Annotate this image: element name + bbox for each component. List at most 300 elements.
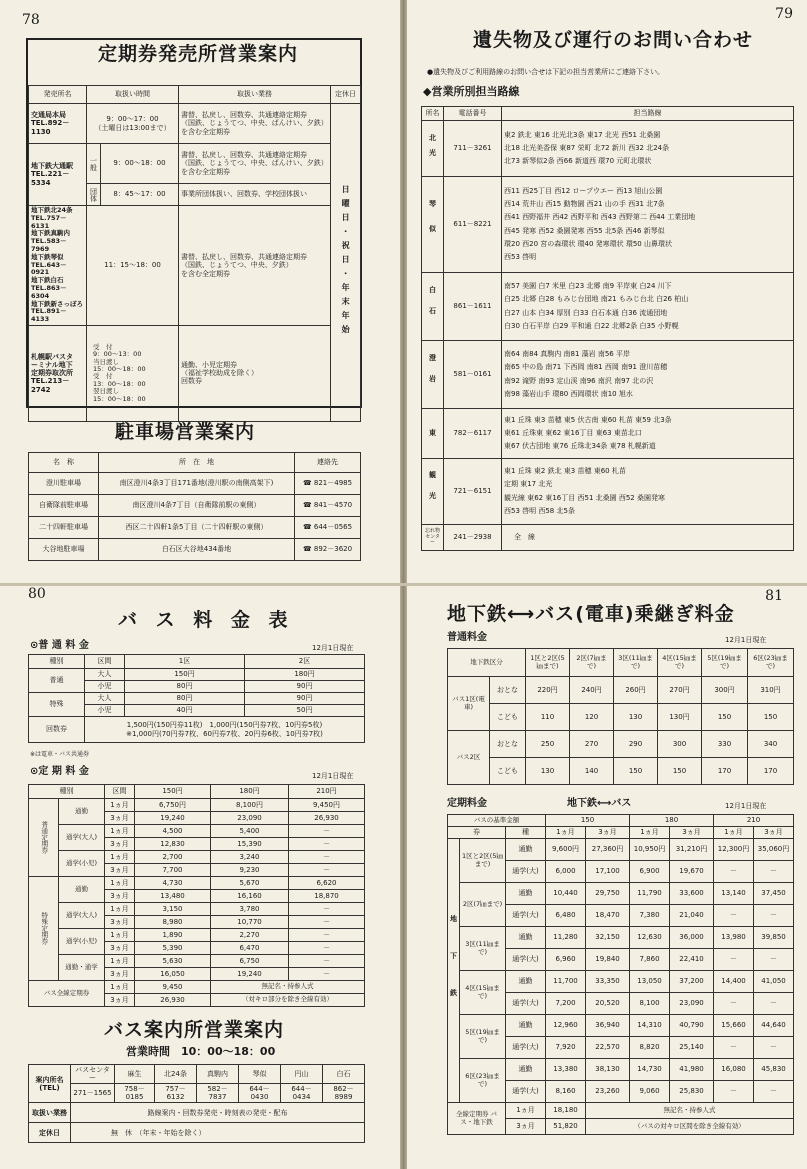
pass-type: 通勤 [506,839,546,861]
col-header: 150円 [135,785,211,799]
page-title: 遺失物及び運行のお問い合わせ [473,29,754,51]
pass-price: 9,600円 [546,839,586,861]
table-row [29,1123,365,1143]
table-row [29,539,361,561]
table-row [448,704,794,731]
route-line: 南98 藻岩山手 環80 西岡環状 南10 旭水 [504,389,633,398]
fare-value: 150 [748,704,794,731]
fare-value: 220円 [526,677,570,704]
table-row [422,273,794,341]
pass-price: － [754,861,794,883]
office-tel: TEL.643－0921 [31,260,67,277]
section-title: ⊙普 通 料 金 [30,640,89,651]
fare-value: 110 [526,704,570,731]
fare-value: 300 [658,731,702,758]
pass-period: 3ヵ月 [105,942,135,955]
col-header: 1ヵ月 [714,827,754,839]
closed-label: 定休日 [29,1123,71,1143]
pass-period: 1ヵ月 [105,955,135,968]
pass-price: 15,390 [211,838,289,851]
parking-tel: ☎ 892－3620 [295,539,361,561]
hours: 翌日渡し [93,387,119,396]
hours: 8：45～17：00 [101,184,179,206]
table-header [448,815,794,827]
col-header: 連絡先 [295,453,361,473]
fare-value: 130 [526,758,570,785]
passenger-class: こども [490,758,526,785]
zone-label: 3区(11㎞まで) [460,927,506,971]
route-line: 北18 北光美香保 東87 栄町 北72 新川 西32 北24条 [504,143,670,152]
page-number: 80 [28,586,46,602]
pass-price: 5,400 [211,825,289,838]
pass-price: 12,630 [630,927,670,949]
route-line: 白30 白石平岸 白29 平和通 白22 北郷2条 白35 小野幌 [504,321,679,330]
hours: 15：00～18：00 [93,364,146,373]
pass-price: 15,660 [714,1015,754,1037]
pass-period: 3ヵ月 [105,838,135,851]
work: 書替、払戻し、回数券、共通連絡定期券 [181,253,307,262]
table-row [422,341,794,409]
pass-price: 8,100 [630,993,670,1015]
pass-price: － [714,1081,754,1103]
pass-type: 通勤 [506,1015,546,1037]
pass-price: 39,850 [754,927,794,949]
office-name: 東 [422,409,444,459]
col-header: バスの基準金額 [448,815,546,827]
pass-note: 無記名・持参人式 [586,1103,794,1119]
fare-type: 回数券 [29,717,85,743]
pass-price: 23,090 [670,993,714,1015]
col-header: 4区(15㎞まで) [658,649,702,677]
pass-price: 19,670 [670,861,714,883]
pass-price: 6,750 [211,955,289,968]
route-line: 東1 丘珠 東2 鉄北 東3 苗穂 東60 札苗 [504,466,626,475]
route-line: 全 線 [502,525,794,551]
pass-price: 18,470 [586,905,630,927]
fare-value: 330 [702,731,748,758]
office-tel: 862－8989 [323,1084,365,1103]
fare-value: 150 [614,758,658,785]
pass-price: 33,350 [586,971,630,993]
hours: 11：15～18：00 [87,206,179,326]
pass-period: 1ヵ月 [506,1103,546,1119]
table-row [29,1084,365,1103]
pass-price: 7,860 [630,949,670,971]
table-header [448,827,794,839]
hours: 当日渡し [93,357,119,366]
fare-value: 150円 [125,669,245,681]
pass-price: 22,410 [670,949,714,971]
hours: 9：00～13：00 [93,350,142,359]
pass-price: － [289,942,365,955]
office-title: バス案内所営業案内 [104,1019,285,1041]
effective-date: 12月1日現在 [312,644,354,652]
parking-tel: ☎ 821－4985 [295,473,361,495]
office-tel: TEL.583－7969 [31,237,67,253]
table-row [448,758,794,785]
zone-label: 6区(23㎞まで) [460,1059,506,1103]
pass-price: 6,480 [546,905,586,927]
pass-period: 3ヵ月 [506,1119,546,1135]
pass-price: 9,060 [630,1081,670,1103]
col-header: 区間 [85,655,125,669]
table-row [29,851,365,864]
pass-price: 13,980 [714,927,754,949]
pass-price: 36,940 [586,1015,630,1037]
pass-price: － [289,903,365,916]
pass-fare-table [28,784,365,1007]
table-row [29,495,361,517]
pass-price: 11,700 [546,971,586,993]
bus-zone: バス2区 [448,731,490,785]
office-name: 地下鉄真駒内 [31,229,70,238]
fare-value: 300円 [702,677,748,704]
fare-value: 150 [658,758,702,785]
pass-price: 7,380 [630,905,670,927]
pass-price: 31,210円 [670,839,714,861]
hours: 13：00～18：00 [93,379,146,388]
route-line: 西14 荒井山 西15 動物園 西21 山の手 西31 北7条 [504,199,665,208]
table-row [29,104,361,144]
pass-price: 23,260 [586,1081,630,1103]
office-tel: 644－0430 [239,1084,281,1103]
table-row [422,459,794,525]
pass-price: 6,900 [630,861,670,883]
table-row [29,981,365,994]
pass-price: 12,960 [546,1015,586,1037]
pass-price: 33,600 [670,883,714,905]
passenger-class: おとな [490,677,526,704]
page-79 [407,0,807,583]
pass-type: 通学(大人) [59,825,105,851]
office-name: 琴似 [422,177,444,273]
pass-period: 3ヵ月 [105,890,135,903]
pass-price: － [714,949,754,971]
pass-price: － [289,916,365,929]
pass-price: 35,060円 [754,839,794,861]
office-name: 地下鉄新さっぽろ [31,299,83,308]
pass-price: 14,730 [630,1059,670,1081]
table-row [29,929,365,942]
hours-note: （土曜日は13:00まで） [94,123,171,132]
pass-price: 6,470 [211,942,289,955]
pass-period: 1ヵ月 [105,929,135,942]
table-row [29,144,361,184]
pass-type: 通勤 [59,877,105,903]
zone-label: 1区と2区(5㎞まで) [460,839,506,883]
office-tel: TEL.213－2742 [31,377,70,394]
route-line: 定期 東17 北光 [504,480,553,489]
section-title: 定期料金 [447,798,487,809]
office-label: 案内所名(TEL) [29,1065,71,1103]
table-row [29,903,365,916]
col-header: 発売所名 [29,86,87,104]
pass-price: 6,620 [289,877,365,890]
fare-class: 小児 [85,681,125,693]
pass-price: 7,200 [546,993,586,1015]
col-header: 定休日 [331,86,361,104]
col-header: 3ヵ月 [586,827,630,839]
pass-price: 6,000 [546,861,586,883]
work: を含む全定期券 [181,167,230,176]
route-line: 南64 南84 真駒内 南81 藻岩 南56 平岸 [504,349,630,358]
table-row [29,1103,365,1123]
pass-price: 8,160 [546,1081,586,1103]
pass-period: 3ヵ月 [105,864,135,877]
pass-price: 8,980 [135,916,211,929]
office-tel: 241－2938 [444,525,502,551]
pass-price: 38,130 [586,1059,630,1081]
pass-period: 1ヵ月 [105,877,135,890]
route-line: 白27 山本 白34 厚別 白33 白石本通 白36 流通団地 [504,308,668,317]
pass-period: 3ヵ月 [105,994,135,1007]
col-header: 2区 [245,655,365,669]
zone-label: 2区(7㎞まで) [460,883,506,927]
route-line: 西11 西25丁目 西12 ロープウエー 西13 旭山公園 [504,186,663,195]
col-header: 2区(7㎞まで) [570,649,614,677]
pass-price: 41,980 [670,1059,714,1081]
table-row [29,799,365,812]
work: （国鉄、じょうてつ、中央、ばんけい、夕鉄） [181,119,328,128]
pass-type: 通勤 [506,1059,546,1081]
col-header: 150 [546,815,630,827]
table-row [448,883,794,905]
office-tel: 782－6117 [444,409,502,459]
table-row [29,1065,365,1084]
office-name: 地下鉄大通駅 [31,162,73,171]
office-tel: TEL.891－4133 [31,307,67,324]
fare-value: 120 [570,704,614,731]
pass-price: 13,380 [546,1059,586,1081]
table-row [29,206,361,326]
hours: 9：00～18：00 [101,144,179,184]
business-detail: 路線案内・回数券発売・時刻表の発売・配布 [71,1103,365,1123]
passenger-class: おとな [490,731,526,758]
fare-value: 170 [702,758,748,785]
pass-price: 7,700 [135,864,211,877]
business-label: 取扱い業務 [29,1103,71,1123]
regular-fare-table [28,654,365,743]
col-header: 担当路線 [502,107,794,121]
route-line: 東2 鉄北 東16 北光北3条 東17 北光 西51 北桑園 [504,130,661,139]
route-line: 南57 美園 白7 米里 白23 北郷 南9 平岸東 白24 川下 [504,281,672,290]
pass-price: 19,240 [211,968,289,981]
pass-price: 10,440 [546,883,586,905]
effective-date: 12月1日現在 [725,802,767,810]
pass-price: 11,790 [630,883,670,905]
pass-price: 18,870 [289,890,365,903]
parking-name: 自衛隊前駐車場 [29,495,99,517]
parking-name: 澄川駐車場 [29,473,99,495]
pass-price: 12,830 [135,838,211,851]
pass-type: 通学(大) [506,1081,546,1103]
route-line: 環20 西20 宮の森環状 環40 発寒環状 環50 山鼻環状 [504,239,672,248]
pass-price: 12,300円 [714,839,754,861]
route-line: 南65 中の島 南71 下西岡 南81 西岡 南91 澄川苗穂 [504,363,668,372]
table-row [422,121,794,177]
office-name: 白石 [422,273,444,341]
table-row [422,525,794,551]
pass-price: － [289,955,365,968]
pass-price: 25,140 [670,1037,714,1059]
pass-price: 13,140 [714,883,754,905]
route-line: 東1 丘珠 東3 苗穂 東5 伏古南 東60 札苗 東59 北3条 [504,415,672,424]
footnote: ※は電車・バス共通券 [30,751,90,758]
pass-note: 無記名・持参人式 [211,981,365,994]
table-row [422,177,794,273]
table-row [29,717,365,743]
closed-detail: 無 休 （年末・年始を除く） [71,1123,365,1143]
fare-value: 140 [570,758,614,785]
pass-price: 51,820 [546,1119,586,1135]
fare-value: 130 [614,704,658,731]
table-row [448,839,794,861]
subway-side-label: 地下鉄 [448,839,460,1103]
fare-value: 260円 [614,677,658,704]
col-header: 180円 [211,785,289,799]
pass-period: 1ヵ月 [105,851,135,864]
pass-price: 37,200 [670,971,714,993]
col-header: 1ヵ月 [546,827,586,839]
pass-price: 5,630 [135,955,211,968]
table-row [448,1015,794,1037]
route-line: 西53 啓明 [504,253,537,262]
office-route-table [421,106,794,551]
parking-address: 南区澄川4条7丁目（自衛隊前駅の東側） [99,495,295,517]
page-80 [0,586,400,1169]
pass-price: 13,050 [630,971,670,993]
pass-price: － [289,825,365,838]
route-line: 西45 発寒 西52 桑園発寒 西55 北5条 西46 新琴似 [504,226,665,235]
pass-price: 3,780 [211,903,289,916]
office-name: 琴似 [239,1065,281,1084]
table-row [448,1059,794,1081]
section-title: 普通料金 [447,632,487,643]
pass-period: 3ヵ月 [105,916,135,929]
pass-type: 通勤 [506,971,546,993]
coupon-detail: ※1,000円(70円券7枚、60円券7枚、20円券6枚、10円券7枚) [126,729,323,738]
page-number: 78 [22,12,40,28]
pass-price: 17,100 [586,861,630,883]
office-name: バスセンター [71,1065,115,1084]
fare-value: 270円 [658,677,702,704]
office-tel: 711－3261 [444,121,502,177]
page-title: バ ス 料 金 表 [118,609,294,631]
office-name: 北光 [422,121,444,177]
section-title: ◆営業所別担当路線 [423,85,520,98]
col-header: 3ヵ月 [754,827,794,839]
col-header: 電話番号 [444,107,502,121]
pass-type: 通学(小児) [59,851,105,877]
section-subtitle: 地下鉄⟷バス [567,798,632,809]
pass-category: 特殊定期券 [29,877,59,981]
hours: 受 付 [93,372,113,381]
fare-class: 大人 [85,693,125,705]
pass-price: － [714,905,754,927]
pass-price: 36,000 [670,927,714,949]
office-tel: 721－6151 [444,459,502,525]
pass-price: － [754,1081,794,1103]
pass-price: 8,820 [630,1037,670,1059]
pass-price: 25,830 [670,1081,714,1103]
route-line: 西41 西野福井 西42 西野平和 西43 西野第二 西44 工業団地 [504,213,696,222]
work: 書替、払戻し、回数券、共通連絡定期券 [181,151,307,160]
parking-tel: ☎ 841－4570 [295,495,361,517]
parking-address: 白石区大谷地434番地 [99,539,295,561]
pass-price: 14,310 [630,1015,670,1037]
holiday: 日曜日・祝日・年末年始 [331,104,361,422]
pass-type: 通勤 [506,927,546,949]
pass-price: － [754,905,794,927]
col-header: 210 [714,815,794,827]
type-label: 一般 [87,144,101,184]
pass-price: 23,090 [211,812,289,825]
parking-address: 西区二十四軒1条5丁目（二十四軒駅の東側） [99,517,295,539]
office-name: 札幌駅バスタ [31,353,73,362]
pass-price: 32,150 [586,927,630,949]
pass-price: 40,790 [670,1015,714,1037]
pass-price: 10,770 [211,916,289,929]
zone-label: 5区(19㎞まで) [460,1015,506,1059]
col-header: 取扱い時間 [87,86,179,104]
pass-price: － [754,993,794,1015]
table-row [29,877,365,890]
pass-type: 通勤・通学 [59,955,105,981]
page-number: 81 [765,588,783,604]
office-name: 白石 [323,1065,365,1084]
fare-value: 310円 [748,677,794,704]
transfer-regular-fare-table [447,648,794,785]
table-row [29,325,361,421]
pass-price: 5,390 [135,942,211,955]
office-tel: 582－7837 [197,1084,239,1103]
pass-type: 通勤 [506,883,546,905]
parking-name: 大谷地駐車場 [29,539,99,561]
office-hours: 営業時間 10：00～18：00 [126,1045,276,1058]
hours: 受 付 [93,342,113,351]
work: を含む全定期券 [181,269,230,278]
pass-price: － [714,1037,754,1059]
pass-period: 3ヵ月 [105,968,135,981]
pass-note: （対キロ部分を除き全線有効） [211,994,365,1007]
table-row [422,409,794,459]
pass-note: （バスの対キロ区間を除き全線有効） [586,1119,794,1135]
office-name: 観光 [422,459,444,525]
effective-date: 12月1日現在 [312,772,354,780]
col-header: 1区 [125,655,245,669]
pass-price: 37,450 [754,883,794,905]
coupon-detail: 1,500円(150円券11枚) 1,000円(150円券7枚、10円券5枚) [126,721,323,730]
pass-price: － [714,861,754,883]
office-name: 忘れ物センター [422,525,444,551]
table-row [448,927,794,949]
col-header: 3区(11㎞まで) [614,649,658,677]
pass-price: 45,830 [754,1059,794,1081]
office-tel: 271－1565 [71,1084,115,1103]
table-row [29,473,361,495]
bus-office-table [28,1064,365,1143]
type-label: 団体 [87,184,101,206]
page-81 [407,586,807,1169]
page-title: 地下鉄⟷バス(電車)乗継ぎ料金 [447,603,735,625]
office-name: 地下鉄白石 [31,276,64,285]
office-name: 澄岩 [422,341,444,409]
pass-price: 5,670 [211,877,289,890]
office-tel: 757－6132 [155,1084,197,1103]
parking-title: 駐車場営業案内 [115,421,256,443]
pass-period: 1ヵ月 [105,981,135,994]
pass-period: 1ヵ月 [105,903,135,916]
